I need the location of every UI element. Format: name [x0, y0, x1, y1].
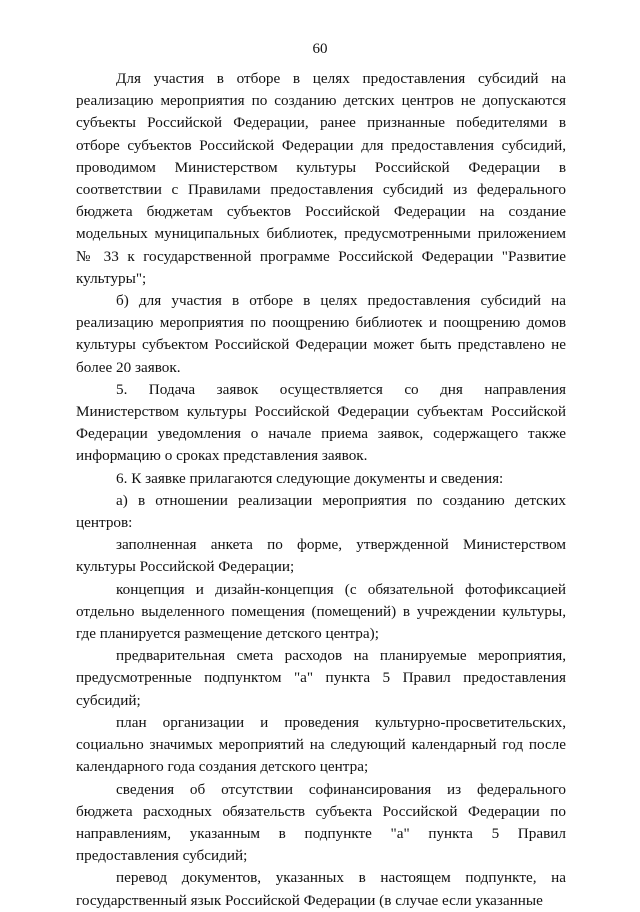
list-item-questionnaire: заполненная анкета по форме, утвержденной Министерством культуры Российской Федерации; — [76, 536, 566, 576]
paragraph-b-application-limit: б) для участия в отборе в целях предоставления субсидий на реализацию мероприятия по поощрению библиотек и поощрению домов культуры субъектом Российской Федерации может быть представлено не более 20 заявок. — [76, 292, 566, 376]
list-item-cofinancing: сведения об отсутствии софинансирования из федерального бюджета расходных обязательств субъекта Российской Федерации по направлениям, указанным в подпункте "а" пункта 5 Правил предоставления субсидий; — [76, 780, 566, 865]
list-item-concept: концепция и дизайн-концепция (с обязательной фотофиксацией отдельно выделенного помещения (помещений) в учреждении культуры, где планируется размещение детского центра); — [76, 580, 566, 643]
page-number: 60 — [312, 41, 328, 57]
paragraph-a-children-centers: а) в отношении реализации мероприятия по созданию детских центров: — [76, 491, 566, 532]
paragraph-6-documents: 6. К заявке прилагаются следующие документы и сведения: — [116, 469, 504, 487]
list-item-translation: перевод документов, указанных в настоящем подпункте, на государственный язык Российской Федерации (в случае если указанные — [76, 869, 566, 909]
paragraph-5-submission: 5. Подача заявок осуществляется со дня направления Министерством культуры Российской Федерации субъектам Российской Федерации уведомления о начале приема заявок, содержащего также информацию о сроках представления заявок. — [76, 380, 566, 465]
list-item-events-plan: план организации и проведения культурно-просветительских, социально значимых мероприятий на следующий календарный год после календарного года создания детского центра; — [76, 713, 566, 776]
paragraph-exclusion-rule: Для участия в отборе в целях предоставления субсидий на реализацию мероприятия по созданию детских центров не допускаются субъекты Российской Федерации, ранее признанные победителями в отборе субъектов Российской Федерации для предоставления субсидий, проводимом Министерством культуры Российской Федерации в соответствии с Правилами предоставления субсидий из федерального бюджета бюджетам субъектов Российской Федерации на создание модельных муниципальных библиотек, предусмотренными приложением № 33 к государственной программе Российской Федерации "Развитие культуры"; — [76, 70, 566, 287]
document-body — [76, 68, 566, 912]
list-item-estimate: предварительная смета расходов на планируемые мероприятия, предусмотренные подпунктом "а" пункта 5 Правил предоставления субсидий; — [76, 647, 566, 709]
